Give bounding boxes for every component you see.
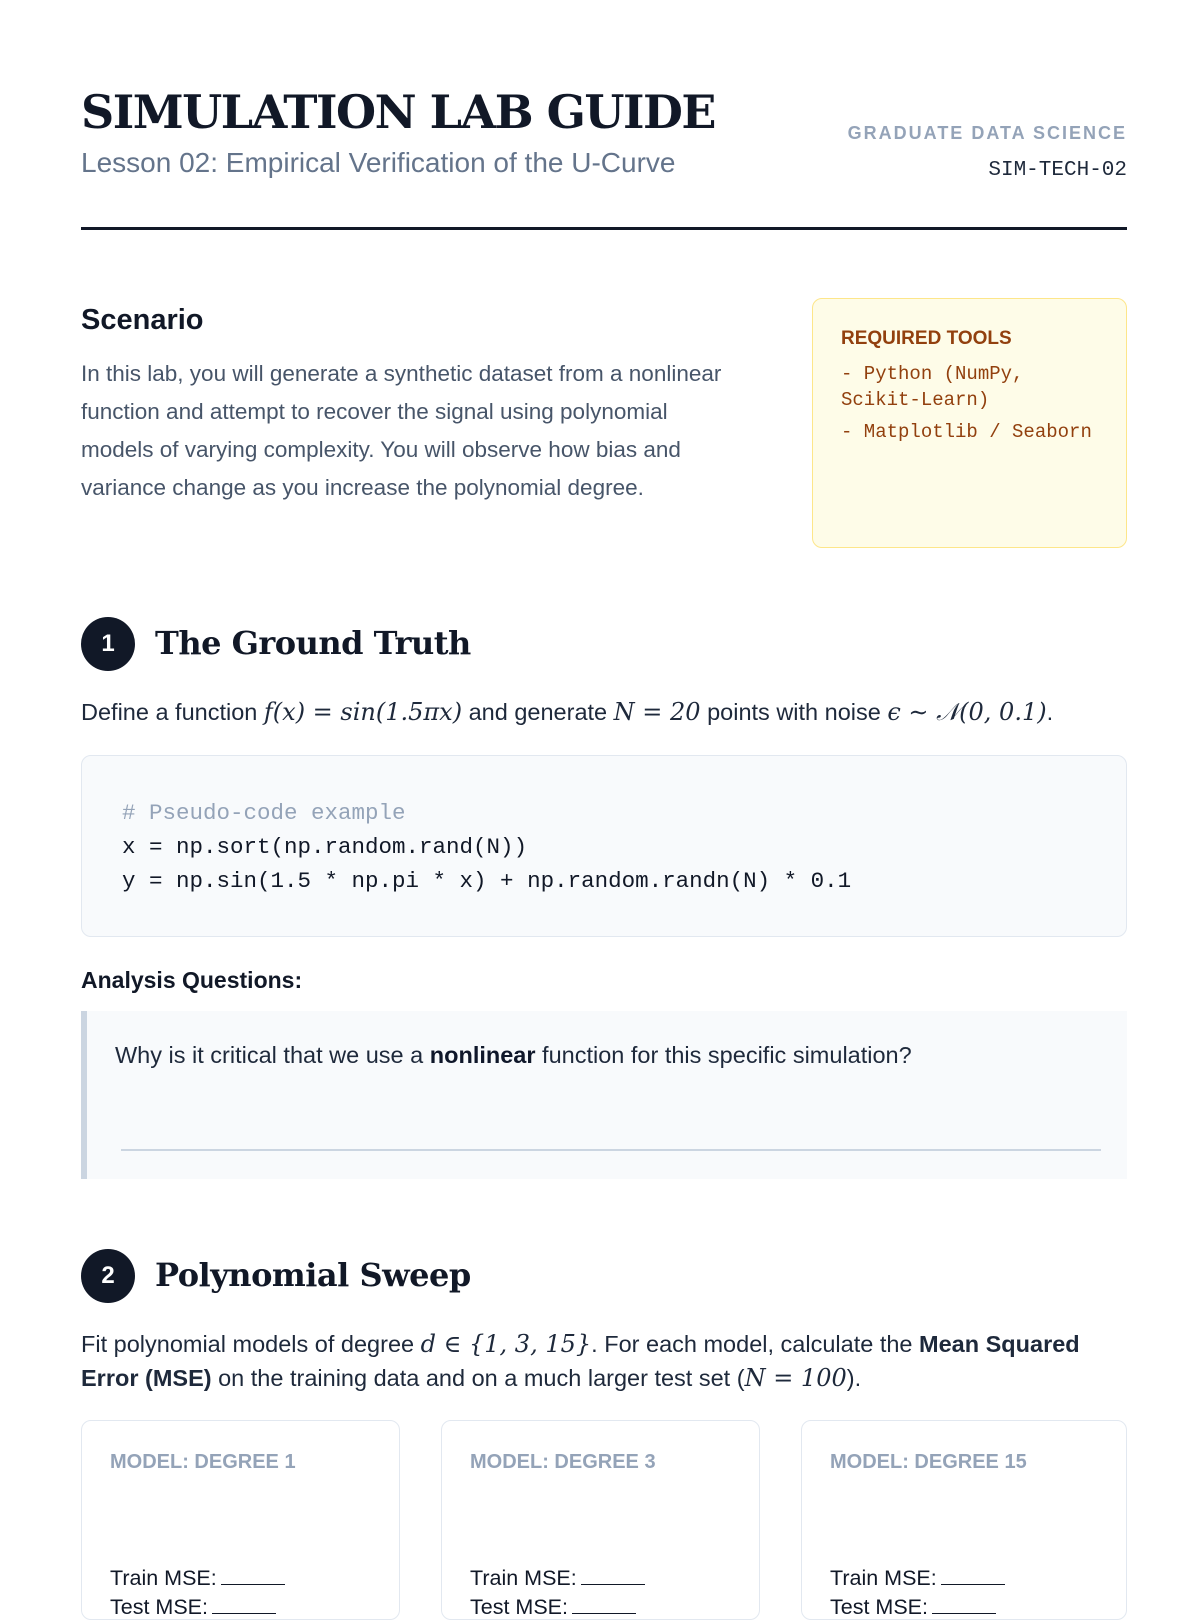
blank-line[interactable] [221,1565,285,1585]
intro-text: and generate [462,699,614,725]
model-card-title: MODEL: DEGREE 15 [830,1451,1027,1473]
organization-label: GRADUATE DATA SCIENCE [847,123,1127,143]
blank-line[interactable] [572,1594,636,1614]
model-card-degree-3 [441,1420,760,1620]
intro-text: . For each model, calculate the [591,1331,920,1357]
section-2-intro [81,1327,1127,1395]
blank-line[interactable] [581,1565,645,1585]
test-mse-label: Test MSE: [830,1595,928,1619]
document-code: SIM-TECH-02 [988,159,1127,182]
model-card-degree-15 [801,1420,1127,1620]
code-comment: # Pseudo-code example [122,800,406,826]
blank-line[interactable] [932,1594,996,1614]
analysis-question-box [81,1011,1127,1179]
required-tools-heading: REQUIRED TOOLS [841,328,1012,349]
section-title: The Ground Truth [155,624,471,662]
math-sample-size: N = 20 [613,698,701,726]
header-divider [81,227,1127,230]
intro-text: on the training data and on a much larger test set ( [211,1365,745,1391]
code-block [81,755,1127,937]
train-mse-label: Train MSE: [830,1566,937,1590]
test-mse-field[interactable] [470,1593,636,1621]
tool-item: - Matplotlib / Seaborn [841,421,1092,443]
page-title: SIMULATION LAB GUIDE [81,85,715,139]
header [81,84,1127,230]
model-card-degree-1 [81,1420,400,1620]
train-mse-field[interactable] [470,1564,645,1592]
intro-text: Fit polynomial models of degree [81,1331,421,1357]
analysis-questions-heading: Analysis Questions: [81,967,303,993]
question-text-part: function for this specific simulation? [535,1042,912,1068]
answer-line[interactable] [121,1149,1101,1151]
blank-line[interactable] [941,1565,1005,1585]
page-subtitle: Lesson 02: Empirical Verification of the U-Curve [81,147,676,178]
test-mse-field[interactable] [110,1593,276,1621]
section-title: Polynomial Sweep [155,1256,471,1294]
intro-emphasis: Mean Squared Error (MSE) [81,1331,1080,1391]
question-text-part: Why is it critical that we use a [115,1042,430,1068]
intro-text: points with noise [700,699,888,725]
blank-line[interactable] [212,1594,276,1614]
intro-text: ). [846,1365,862,1391]
code-line: x = np.sort(np.random.rand(N)) [122,834,528,860]
section-1-intro [81,695,1127,729]
code-line: y = np.sin(1.5 * np.pi * x) + np.random.randn(N) * 0.1 [122,868,852,894]
scenario-text: In this lab, you will generate a synthetic dataset from a nonlinear function and attempt to recover the signal using polynomial models of varying complexity. You will observe how bias and variance change as you increase the polynomial degree. [81,361,722,500]
train-mse-label: Train MSE: [470,1566,577,1590]
question-emphasis: nonlinear [429,1042,536,1068]
train-mse-label: Train MSE: [110,1566,217,1590]
test-mse-field[interactable] [830,1593,996,1621]
model-card-title: MODEL: DEGREE 1 [110,1451,296,1473]
question-text [115,1039,1101,1071]
math-test-size: N = 100 [744,1364,847,1392]
intro-text: . [1046,699,1054,725]
tool-item: - Python (NumPy, Scikit-Learn) [841,363,1024,411]
model-card-title: MODEL: DEGREE 3 [470,1451,656,1473]
math-noise: ϵ ∼ 𝒩(0, 0.1) [887,698,1047,726]
test-mse-label: Test MSE: [470,1595,568,1619]
math-function: f(x) = sin(1.5πx) [263,698,463,726]
intro-text: Define a function [81,699,264,725]
test-mse-label: Test MSE: [110,1595,208,1619]
train-mse-field[interactable] [110,1564,285,1592]
section-number-badge: 1 [81,617,135,671]
train-mse-field[interactable] [830,1564,1005,1592]
math-degree-set: d ∈ {1, 3, 15} [420,1330,592,1358]
required-tools-box [812,298,1127,548]
scenario-heading: Scenario [81,304,204,336]
section-number-badge: 2 [81,1249,135,1303]
